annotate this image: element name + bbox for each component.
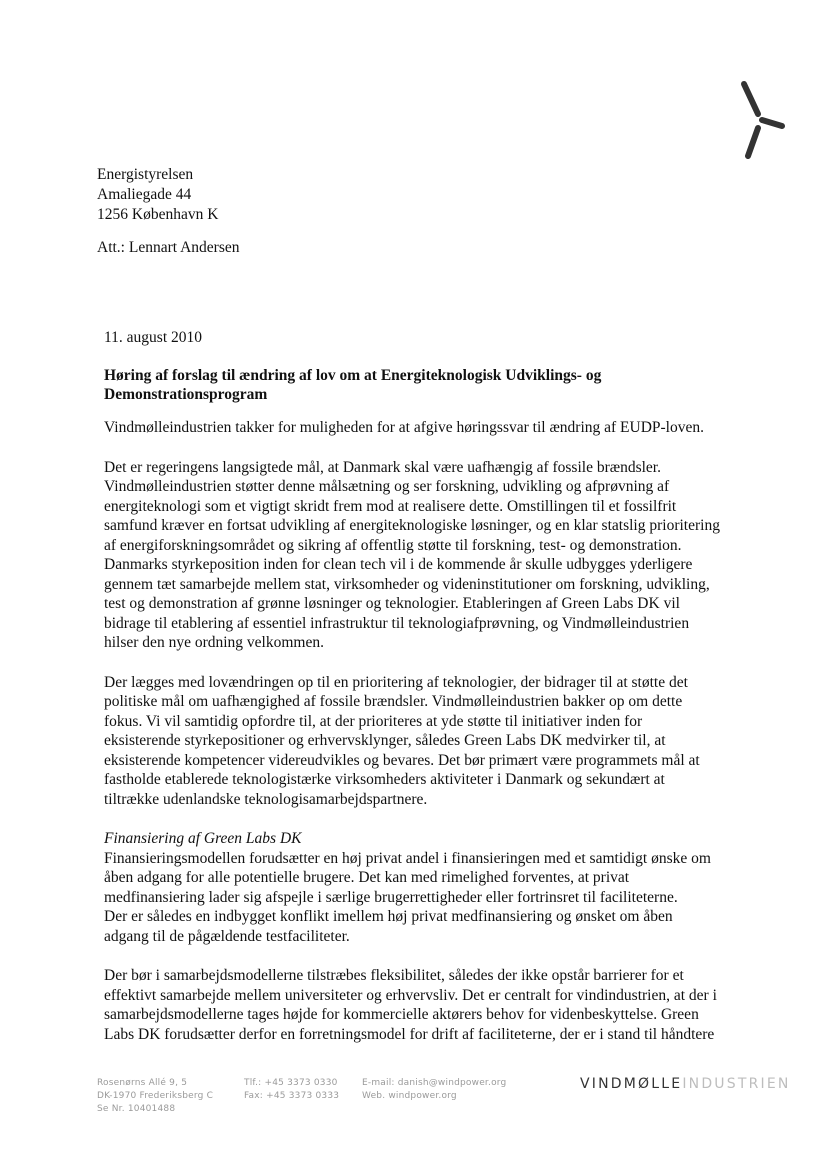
wordmark-dark-part: VINDMØLLE	[580, 1076, 683, 1092]
brand-wordmark	[580, 1076, 791, 1092]
letter-date: 11. august 2010	[104, 329, 203, 346]
paragraph-financing-conflict: Der er således en indbygget konflikt imellem høj privat medfinansiering og ønsket om åben adgang til de pågældende testfaciliteter.	[104, 908, 673, 945]
paragraph-priorities: Der lægges med lovændringen op til en prioritering af teknologier, der bidrager til at støtte det politiske mål om uafhængighed af fossile brændsler. Vindmølleindustrien bakker op om dette fokus. Vi vil samtidig opfordre til, at der prioriteres at yde støtte til initiativer inden for eksisterende styrkepositioner og erhvervsklynger, således Green Labs DK medvirker til, at eksisterende kompetencer videreudvikles og bevares. Det bør primært være programmets mål at fastholde etablerede teknologistærke virksomheders aktiviteter i Danmark og sekundært at tiltrække udenlandske teknologisamarbejdspartnere.	[104, 673, 700, 808]
recipient-address	[97, 165, 218, 225]
footer-fax: Fax: +45 3373 0333	[244, 1091, 340, 1101]
footer-email: E-mail: danish@windpower.org	[362, 1078, 507, 1088]
footer-phone	[244, 1077, 339, 1103]
paragraph-intro: Vindmølleindustrien takker for muligheden for at afgive høringssvar til ændring af EUDP-loven.	[104, 419, 704, 436]
footer-address-line-1: Rosenørns Allé 9, 5	[97, 1078, 188, 1088]
section-title-financing: Finansiering af Green Labs DK	[104, 830, 302, 847]
letter-body	[104, 418, 720, 1064]
paragraph-collaboration: Der bør i samarbejdsmodellerne tilstræbes fleksibilitet, således der ikke opstår barrierer for et effektivt samarbejde mellem universiteter og erhvervsliv. Det er centralt for vindindustrien, at der i samarbejdsmodellerne tages højde for kommercielle aktørers behov for videnbeskyttelse. Green Labs DK forudsætter derfor en forretningsmodel for drift af faciliteterne, der er i stand til håndtere	[104, 967, 717, 1043]
footer-address-line-2: DK-1970 Frederiksberg C	[97, 1091, 214, 1101]
footer-contact	[362, 1077, 506, 1103]
paragraph-goals: Det er regeringens langsigtede mål, at Danmark skal være uafhængig af fossile brændsler. Vindmølleindustrien støtter denne målsætning og ser forskning, udvikling og afprøvning af energiteknologi som et vigtigt skridt frem mod at realisere dette. Omstillingen til et fossilfrit samfund kræver en fortsat udvikling af energiteknologiske løsninger, og en klar statslig prioritering af energiforskningsområdet og sikring af offentlig støtte til forskning, test- og demonstration. Danmarks styrkeposition inden for clean tech vil i de kommende år skulle udbygges yderligere gennem tæt samarbejde mellem stat, virksomheder og videninstitutioner om forskning, udvikling, test og demonstration af grønne løsninger og teknologier. Etableringen af Green Labs DK vil bidrage til etablering af essentiel infrastruktur til teknologiafprøvning, og Vindmølleindustrien hilser den nye ordning velkommen.	[104, 458, 720, 651]
wordmark-light-part: INDUSTRIEN	[682, 1076, 791, 1092]
footer-address	[97, 1077, 213, 1116]
paragraph-financing-model: Finansieringsmodellen forudsætter en høj privat andel i finansieringen med et samtidigt ønske om åben adgang for alle potentielle brugere. Det kan med rimelighed forventes, at privat medfinansiering lader sig afspejle i særlige brugerrettigheder eller fortrinsret til faciliteterne.	[104, 849, 711, 906]
recipient-line-2: Amaliegade 44	[97, 186, 192, 203]
footer-address-line-3: Se Nr. 10401488	[97, 1104, 176, 1114]
footer-web: Web. windpower.org	[362, 1091, 457, 1101]
recipient-line-1: Energistyrelsen	[97, 166, 194, 183]
attention-line: Att.: Lennart Andersen	[97, 239, 240, 256]
letter-subject: Høring af forslag til ændring af lov om at Energiteknologisk Udviklings- og Demonstrationsprogram	[104, 367, 602, 403]
footer-tlf: Tlf.: +45 3373 0330	[244, 1078, 338, 1088]
recipient-line-3: 1256 København K	[97, 206, 219, 223]
wind-turbine-icon	[736, 78, 788, 162]
